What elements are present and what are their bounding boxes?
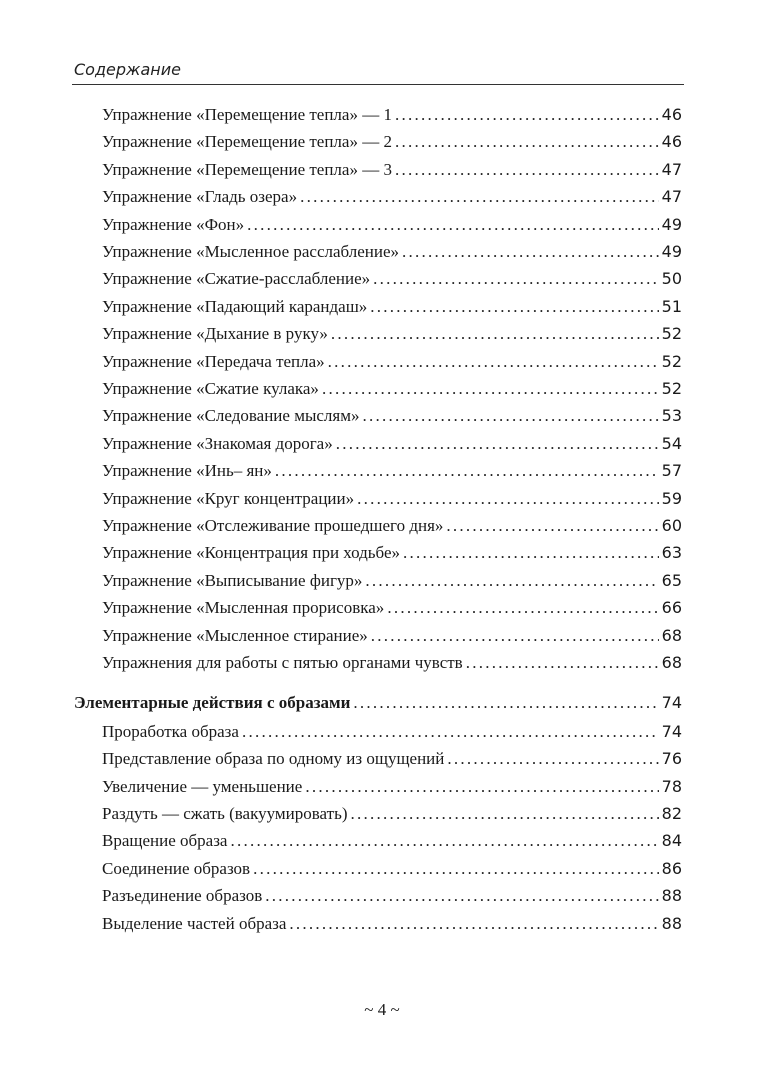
toc-entry-title: Упражнение «Падающий карандаш»: [102, 296, 368, 316]
toc-entry-page-number: 46: [661, 105, 682, 124]
dot-leader: [371, 626, 659, 646]
toc-entry-page-number: 88: [661, 913, 682, 933]
dot-leader: [446, 516, 658, 536]
toc-entry[interactable]: [102, 831, 682, 855]
toc-entry[interactable]: [102, 132, 682, 156]
dot-leader: [447, 749, 658, 769]
toc-entry-page-number: 68: [661, 653, 682, 672]
toc-entry[interactable]: [102, 105, 682, 129]
toc-entry-title: Упражнение «Знакомая дорога»: [102, 433, 333, 453]
toc-entry-title: Упражнения для работы с пятью органами чувств: [102, 653, 463, 672]
toc-entry-title: Разъединение образов: [102, 886, 263, 906]
dot-leader: [357, 489, 659, 509]
dot-leader: [395, 132, 659, 152]
toc-entry[interactable]: [102, 352, 682, 376]
dot-leader: [300, 187, 659, 207]
dot-leader: [362, 406, 658, 426]
toc-entry[interactable]: [102, 653, 682, 677]
toc-entry-page-number: 88: [661, 886, 682, 906]
toc-entry-title: Упражнение «Перемещение тепла» — 2: [102, 132, 392, 152]
toc-entry[interactable]: [102, 777, 682, 801]
toc-entry[interactable]: [102, 269, 682, 293]
toc-entry-page-number: 52: [661, 351, 682, 371]
toc-entry-page-number: 76: [661, 749, 682, 769]
dot-leader: [350, 804, 658, 824]
toc-entry-title: Упражнение «Отслеживание прошедшего дня»: [102, 516, 444, 535]
toc-entry-title: Упражнение «Передача тепла»: [102, 351, 325, 371]
toc-entry-title: Упражнение «Мысленное стирание»: [102, 625, 368, 645]
dot-leader: [387, 598, 658, 618]
toc-entry-title: Выделение частей образа: [102, 913, 287, 933]
dot-leader: [253, 859, 659, 879]
dot-leader: [395, 105, 659, 125]
toc-entry-title: Упражнение «Перемещение тепла» — 3: [102, 159, 392, 179]
dot-leader: [395, 160, 659, 180]
toc-entry[interactable]: [102, 804, 682, 828]
toc-entry[interactable]: [102, 914, 682, 938]
page-number: ~ 4 ~: [364, 1000, 400, 1019]
toc-entry[interactable]: [102, 626, 682, 650]
toc-entry-page-number: 53: [661, 406, 682, 426]
toc-entry-page-number: 60: [661, 516, 682, 535]
toc-entry[interactable]: [102, 215, 682, 239]
dot-leader: [373, 269, 658, 289]
toc-entry-title: Упражнение «Следование мыслям»: [102, 406, 360, 426]
toc-entry[interactable]: [102, 859, 682, 883]
toc-entry-page-number: 52: [661, 324, 682, 344]
running-head: Содержание: [74, 60, 181, 79]
toc-entry-page-number: 84: [661, 831, 682, 851]
toc-entry-page-number: 74: [661, 693, 682, 713]
dot-leader: [328, 352, 659, 372]
dot-leader: [402, 242, 659, 262]
dot-leader: [331, 324, 659, 344]
toc-entry[interactable]: [102, 187, 682, 211]
toc-entry[interactable]: [102, 571, 682, 595]
toc-entry-page-number: 78: [661, 776, 682, 796]
toc-entry[interactable]: [102, 434, 682, 458]
dot-leader: [265, 886, 658, 906]
toc-entry-page-number: 52: [661, 379, 682, 398]
toc-entry[interactable]: [102, 886, 682, 910]
toc-entry[interactable]: [102, 324, 682, 348]
toc-entry-title: Упражнение «Мысленное расслабление»: [102, 242, 400, 261]
toc-entry-page-number: 57: [661, 461, 682, 481]
toc-entry-title: Упражнение «Сжатие кулака»: [102, 379, 319, 398]
toc-entry-page-number: 47: [661, 187, 682, 207]
toc-entry-title: Упражнение «Сжатие-расслабление»: [102, 269, 371, 289]
header-rule: [72, 84, 684, 85]
dot-leader: [275, 461, 659, 481]
toc-entry-title: Упражнение «Концентрация при ходьбе»: [102, 543, 401, 563]
dot-leader: [289, 914, 658, 934]
toc-entry-page-number: 59: [661, 488, 682, 508]
toc-entry-page-number: 63: [661, 543, 682, 563]
toc-entry[interactable]: [102, 598, 682, 622]
toc-entry-page-number: 54: [661, 433, 682, 453]
dot-leader: [305, 777, 658, 797]
toc-entry-title: Упражнение «Дыхание в руку»: [102, 324, 328, 344]
toc-entry[interactable]: [102, 489, 682, 513]
toc-entry-page-number: 49: [661, 242, 682, 261]
toc-entry[interactable]: [102, 406, 682, 430]
dot-leader: [365, 571, 658, 591]
dot-leader: [230, 831, 658, 851]
toc-entry[interactable]: [102, 160, 682, 184]
dot-leader: [322, 379, 659, 399]
dot-leader: [247, 215, 659, 235]
toc-entry-page-number: 68: [661, 625, 682, 645]
toc-entry[interactable]: [102, 242, 682, 266]
dot-leader: [403, 543, 659, 563]
dot-leader: [466, 653, 659, 673]
toc-entry-title: Раздуть — сжать (вакуумировать): [102, 804, 348, 823]
dot-leader: [353, 693, 658, 713]
toc-entry-page-number: 51: [661, 296, 682, 316]
toc-entry-page-number: 49: [661, 214, 682, 234]
toc-entry-title: Элементарные действия с образами: [74, 693, 351, 713]
toc-entry-title: Упражнение «Гладь озера»: [102, 187, 298, 207]
toc-entry-page-number: 47: [661, 159, 682, 179]
toc-entry-title: Проработка образа: [102, 721, 239, 741]
toc-entry[interactable]: [102, 722, 682, 746]
toc-entry-page-number: 65: [661, 570, 682, 590]
toc-section-entry[interactable]: [74, 693, 682, 717]
toc-entry[interactable]: [102, 379, 682, 403]
toc-entry-title: Упражнение «Фон»: [102, 214, 245, 234]
toc-entry-title: Упражнение «Мысленная прорисовка»: [102, 598, 385, 618]
toc-entry-title: Увеличение — уменьшение: [102, 776, 303, 796]
toc-entry-page-number: 74: [661, 721, 682, 741]
toc-entry-page-number: 46: [661, 132, 682, 152]
toc-entry-title: Упражнение «Перемещение тепла» — 1: [102, 105, 392, 124]
toc-entry[interactable]: [102, 543, 682, 567]
toc-entry[interactable]: [102, 461, 682, 485]
toc-entry[interactable]: [102, 516, 682, 540]
toc-entry[interactable]: [102, 749, 682, 773]
toc-entry-page-number: 66: [661, 598, 682, 618]
toc-entry[interactable]: [102, 297, 682, 321]
toc-entry-title: Упражнение «Круг концентрации»: [102, 488, 355, 508]
toc-entry-title: Вращение образа: [102, 831, 228, 851]
toc-entry-title: Упражнение «Инь– ян»: [102, 461, 272, 481]
toc-entry-page-number: 82: [661, 804, 682, 823]
dot-leader: [370, 297, 658, 317]
toc-entry-page-number: 50: [661, 269, 682, 289]
toc-entry-page-number: 86: [661, 858, 682, 878]
toc-entry-title: Соединение образов: [102, 858, 251, 878]
dot-leader: [336, 434, 659, 454]
toc-entry-title: Упражнение «Выписывание фигур»: [102, 570, 363, 590]
toc-entry-title: Представление образа по одному из ощущений: [102, 749, 445, 769]
dot-leader: [242, 722, 659, 742]
